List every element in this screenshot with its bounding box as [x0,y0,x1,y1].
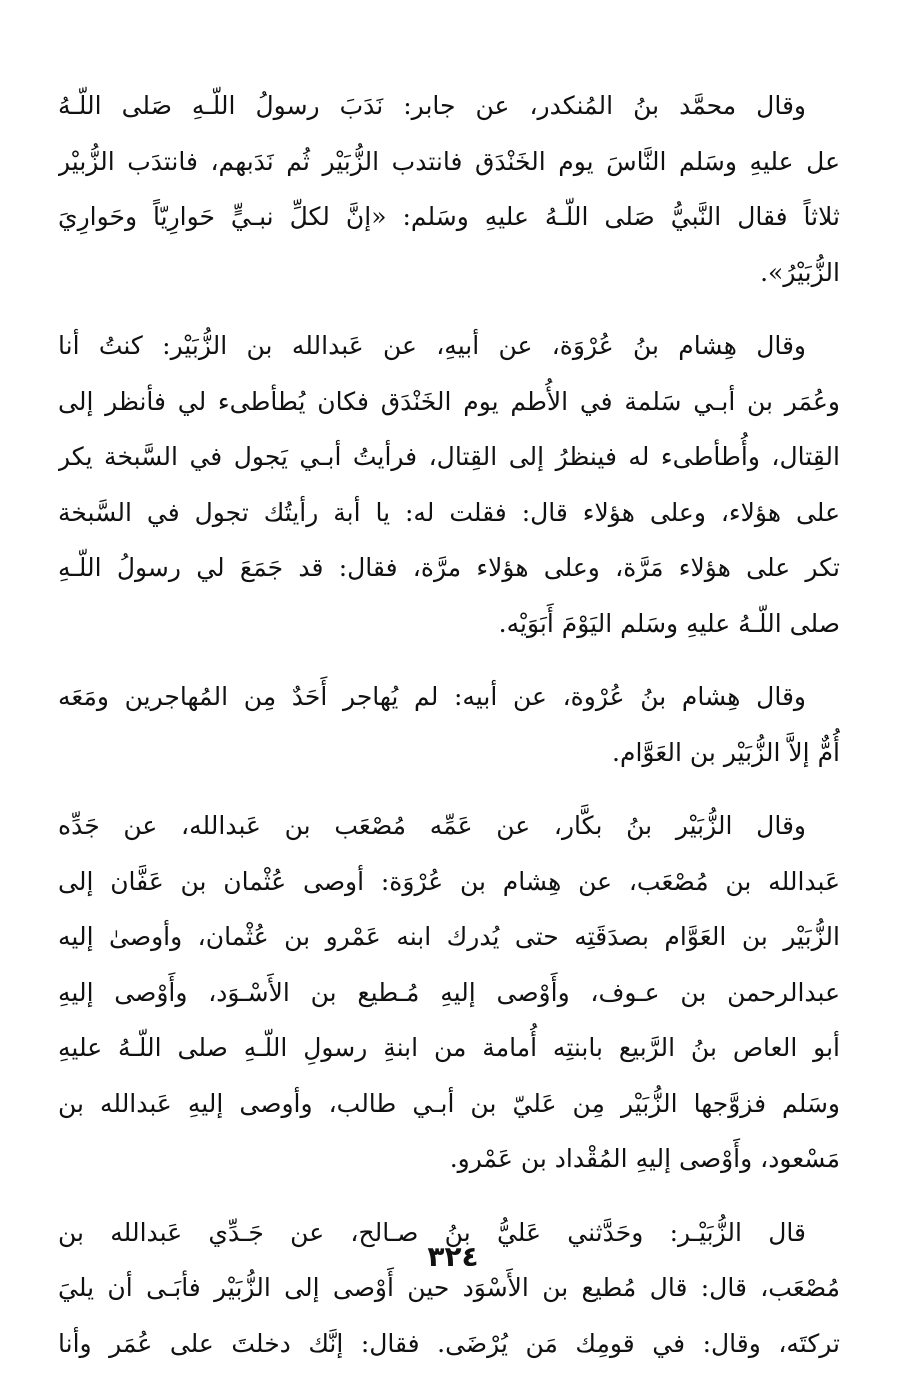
paragraph-bequests [58,798,840,1187]
text-line: على هؤلاء، وعلى هؤلاء قال: فقلت له: يا أبة رأيتُك تجول في السَّبخة [58,497,840,527]
text-line: ثلاثاً فقال النَّبيُّ صَلى اللّـهُ عليهِ وسَلم: «إنَّ لكلِّ نبـيٍّ حَوارِيّاً وحَوارِيَ [58,202,840,231]
text-line: القِتال، وأُطأطىء له فينظرُ إلى القِتال، فرأيتُ أبـي يَجول في السَّبخة يكر [58,442,840,471]
text-line: أُمٌّ إلاَّ الزُّبَيْر بن العَوَّام. [612,737,840,767]
text-line: تركتَه، وقال: في قومِك مَن يُرْضَى. فقال: إنَّك دخلتَ على عُمَر وأنا [58,1328,840,1358]
text-line: مَسْعود، وأَوْصى إليهِ المُقْداد بن عَمْرو. [449,1144,840,1173]
text-line: مُصْعَب، قال: قال مُطيع بن الأَسْوَد حين أَوْصى إلى الزُّبَيْر فأبَـى أن يليَ [58,1273,840,1302]
text-line: وقال هِشام بنُ عُرْوَة، عن أبيهِ، عن عَبدالله بن الزُّبَيْر: كنتُ أنا [58,331,806,360]
text-line: قال الزُّبَيْـر: وحَدَّثني عَليُّ بنُ صـالح، عن جَـدِّي عَبدالله بن [58,1217,806,1247]
text-line: عَبدالله بن مُصْعَب، عن هِشام بن عُرْوَة: أوصى عُثْمان بن عَفَّان إلى [58,866,840,896]
paragraph-khandaq-account [58,318,840,651]
page-body [58,78,840,1389]
text-line: صلى اللّـهُ عليهِ وسَلم اليَوْمَ أَبَوَيْه. [498,608,840,638]
text-line: الزُّبَيْرُ». [760,257,840,287]
text-line: عل عليهِ وسَلم النَّاسَ يوم الخَنْدَق فانتدب الزُّبَيْر ثُم نَدَبهم، فانتدَب الزُّبيْر [58,146,840,176]
page-number: ٣٢٤ [427,1240,479,1273]
paragraph-jabir-hadith [58,78,840,300]
text-line: تكر على هؤلاء مَرَّة، وعلى هؤلاء مرَّة، فقال: قد جَمَعَ لي رسولُ اللّـهِ [58,553,840,582]
text-line: وعُمَر بن أبـي سَلمة في الأُطم يوم الخَنْدَق فكان يُطأطىء لي فأنظر إلى [58,386,840,416]
paragraph-emigrants [58,669,840,780]
text-line: وقال هِشام بنُ عُرْوة، عن أبيه: لم يُهاجر أَحَدٌ مِن المُهاجرين ومَعَه [58,682,806,711]
paragraph-muti-bequest [58,1205,840,1372]
text-line: وسَلم فزوَّجها الزُّبَيْر مِن عَليّ بن أبـي طالب، وأوصى إليهِ عَبدالله بن [58,1088,840,1118]
text-line: وقال محمَّد بنُ المُنكدر، عن جابر: نَدَبَ رسولُ اللّـهِ صَلى اللّـهُ [58,91,806,120]
text-line: الزُّبَيْر بن العَوَّام بصدَقَتِه حتى يُدرك ابنه عَمْرو بن عُثْمان، وأوصىٰ إليه [58,922,840,951]
text-line: أبو العاص بنُ الرَّبيع بابنتِه أُمامة من ابنةِ رسولِ اللّـهِ صلى اللّـهُ عليهِ [58,1033,840,1062]
text-line: عبدالرحمن بن عـوف، وأَوْصى إليهِ مُـطيع بن الأَسْـوَد، وأَوْصى إليهِ [58,977,840,1007]
text-line: وقال الزُّبَيْر بنُ بكَّار، عن عَمِّه مُصْعَب بن عَبدالله، عن جَدِّه [58,811,806,840]
